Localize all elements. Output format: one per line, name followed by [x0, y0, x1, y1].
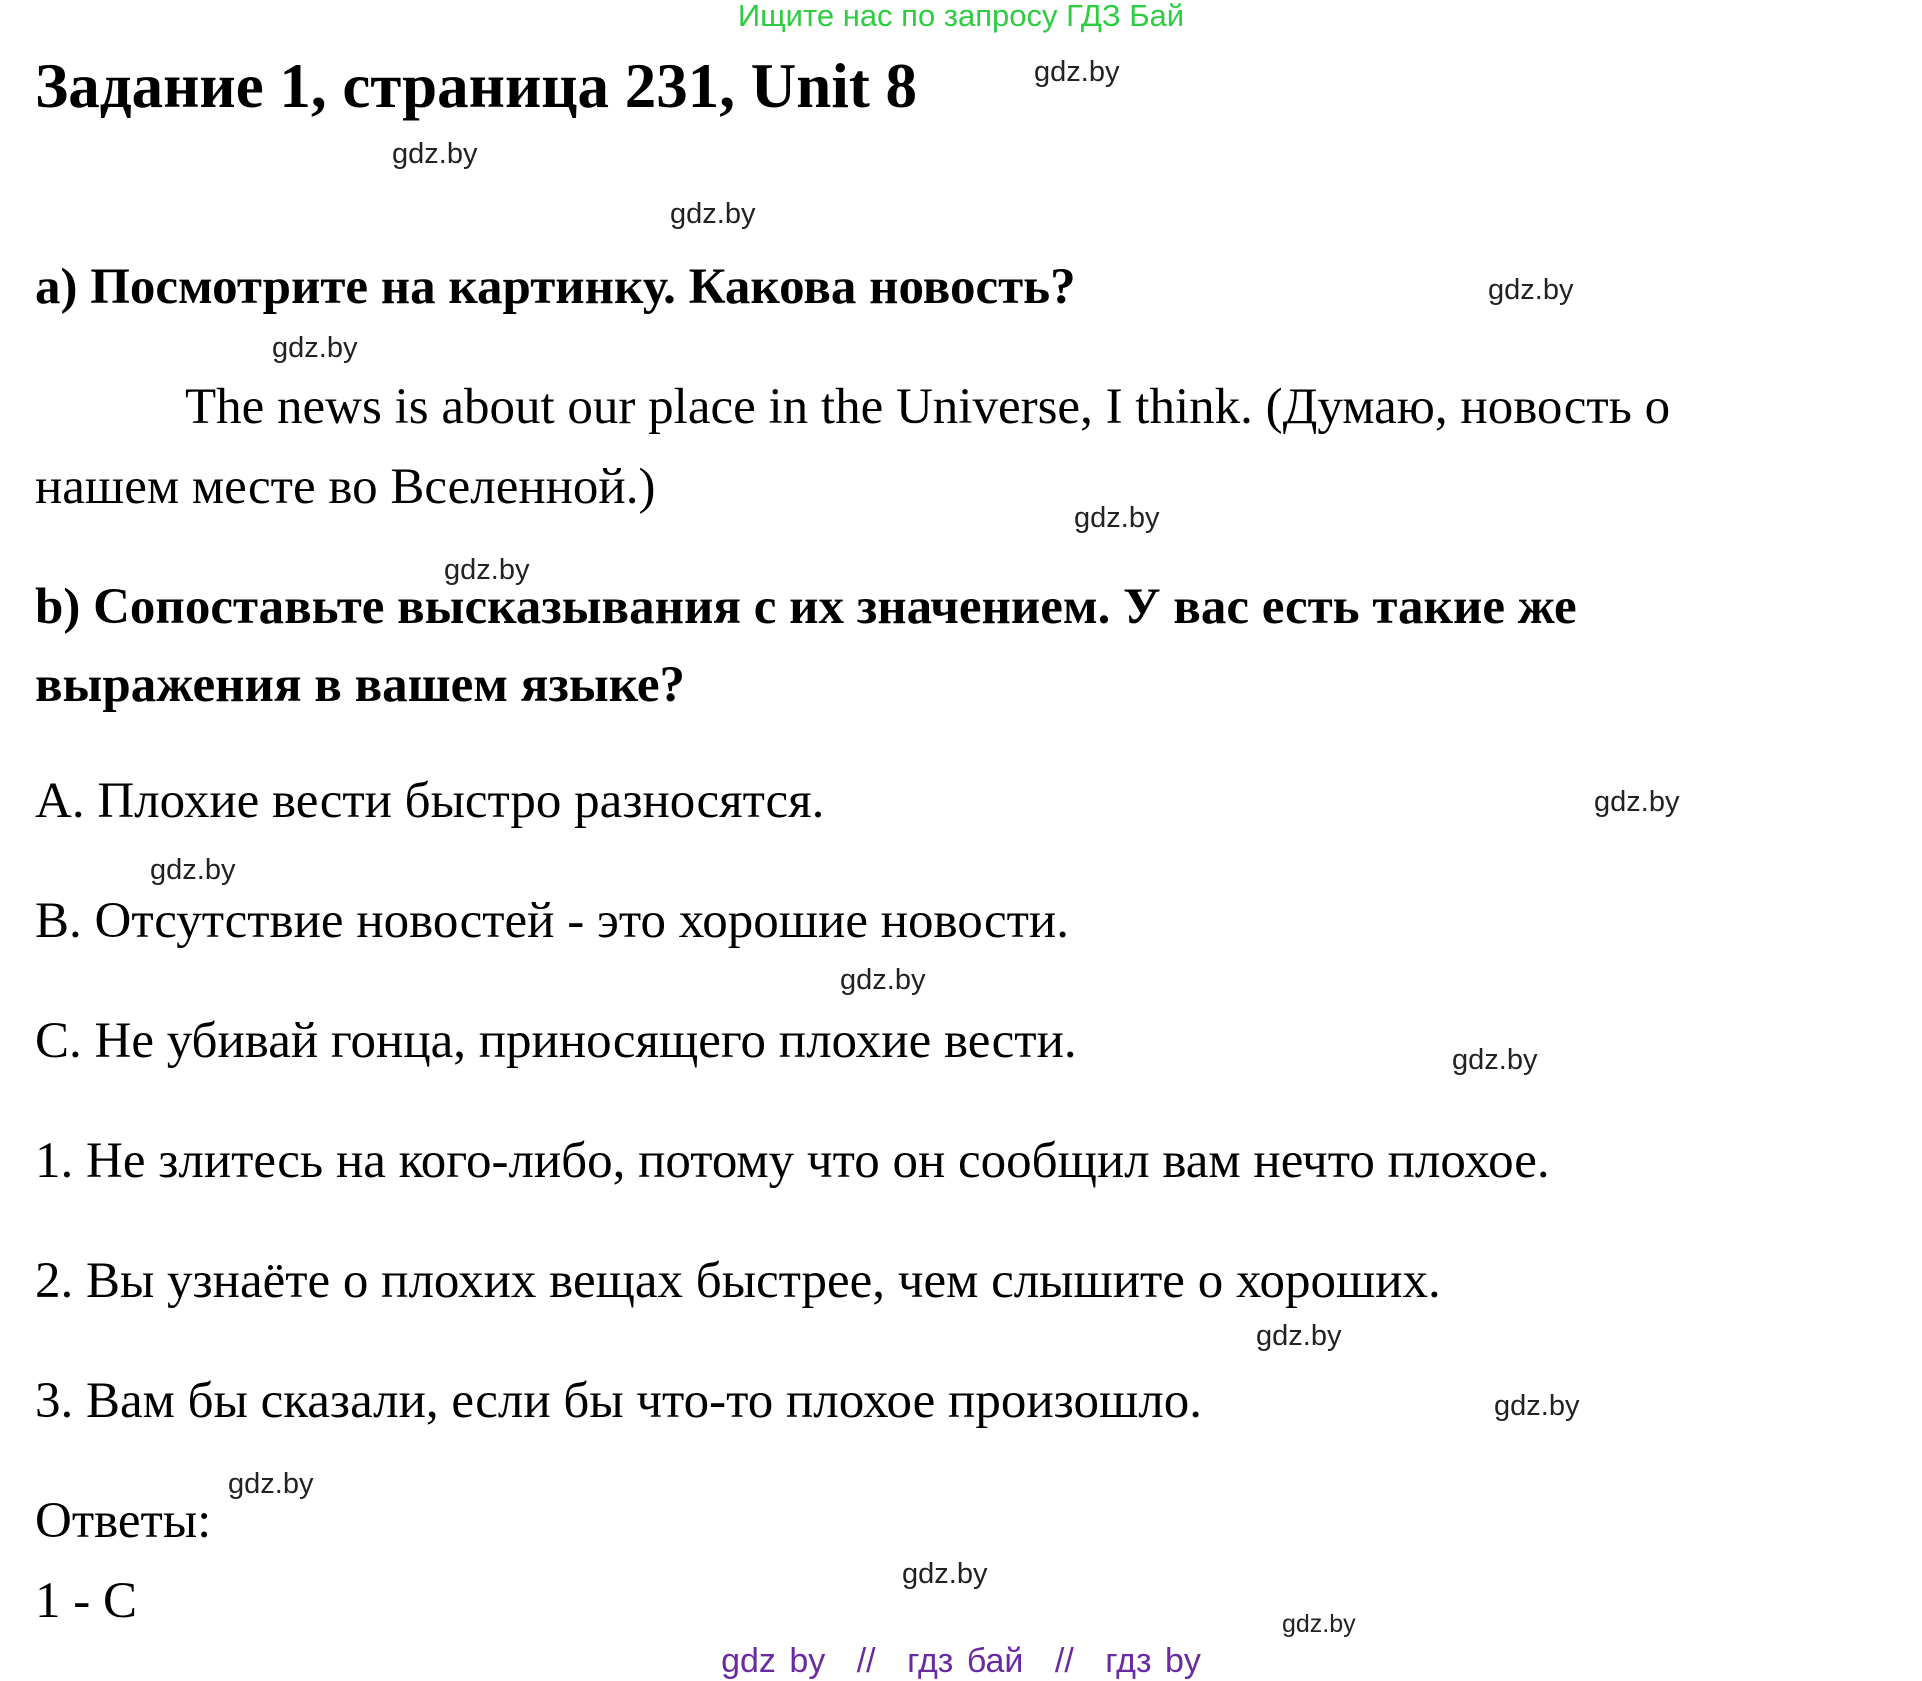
bottom-banner-part-2: гдз бай	[907, 1642, 1024, 1680]
bottom-banner-part-3: гдз by	[1105, 1642, 1201, 1680]
watermark: gdz.by	[1074, 502, 1160, 534]
bottom-banner-separator: //	[1054, 1642, 1074, 1680]
watermark: gdz.by	[1034, 56, 1120, 88]
watermark: gdz.by	[670, 198, 756, 230]
watermark: gdz.by	[272, 332, 358, 364]
watermark: gdz.by	[1256, 1320, 1342, 1352]
saying-c: С. Не убивай гонца, приносящего плохие вести.	[35, 1013, 1077, 1069]
watermark: gdz.by	[150, 854, 236, 886]
watermark: gdz.by	[1494, 1390, 1580, 1422]
watermark: gdz.by	[228, 1468, 314, 1500]
meaning-1: 1. Не злитесь на кого-либо, потому что он сообщил вам нечто плохое.	[35, 1133, 1550, 1189]
saying-a: А. Плохие вести быстро разносятся.	[35, 773, 825, 829]
meaning-3: 3. Вам бы сказали, если бы что-то плохое произошло.	[35, 1373, 1202, 1429]
watermark: gdz.by	[902, 1558, 988, 1590]
watermark: gdz.by	[1452, 1044, 1538, 1076]
bottom-banner-separator: //	[856, 1642, 876, 1680]
watermark: gdz.by	[1488, 274, 1574, 306]
bottom-banner	[0, 1642, 1922, 1681]
section-b-heading-line-2: выражения в вашем языке?	[35, 657, 685, 713]
section-b-heading-line-1: b) Сопоставьте высказывания с их значением. У вас есть такие же	[35, 579, 1577, 635]
section-a-heading: a) Посмотрите на картинку. Какова новость?	[35, 259, 1076, 315]
watermark: gdz.by	[392, 138, 478, 170]
top-banner: Ищите нас по запросу ГДЗ Бай	[737, 0, 1185, 33]
watermark: gdz.by	[1594, 786, 1680, 818]
saying-b: В. Отсутствие новостей - это хорошие новости.	[35, 893, 1069, 949]
watermark: gdz.by	[444, 554, 530, 586]
answers-label: Ответы:	[35, 1493, 212, 1549]
section-a-answer-line-2: нашем месте во Вселенной.)	[35, 459, 656, 515]
section-a-answer-line-1: The news is about our place in the Universe, I think. (Думаю, новость о	[185, 379, 1671, 435]
watermark: gdz.by	[840, 964, 926, 996]
answer-item-1: 1 - С	[35, 1573, 137, 1629]
meaning-2: 2. Вы узнаёте о плохих вещах быстрее, чем слышите о хороших.	[35, 1253, 1441, 1309]
page-title: Задание 1, страница 231, Unit 8	[35, 51, 918, 121]
watermark: gdz.by	[1282, 1610, 1356, 1638]
bottom-banner-part-1: gdz by	[721, 1642, 826, 1680]
